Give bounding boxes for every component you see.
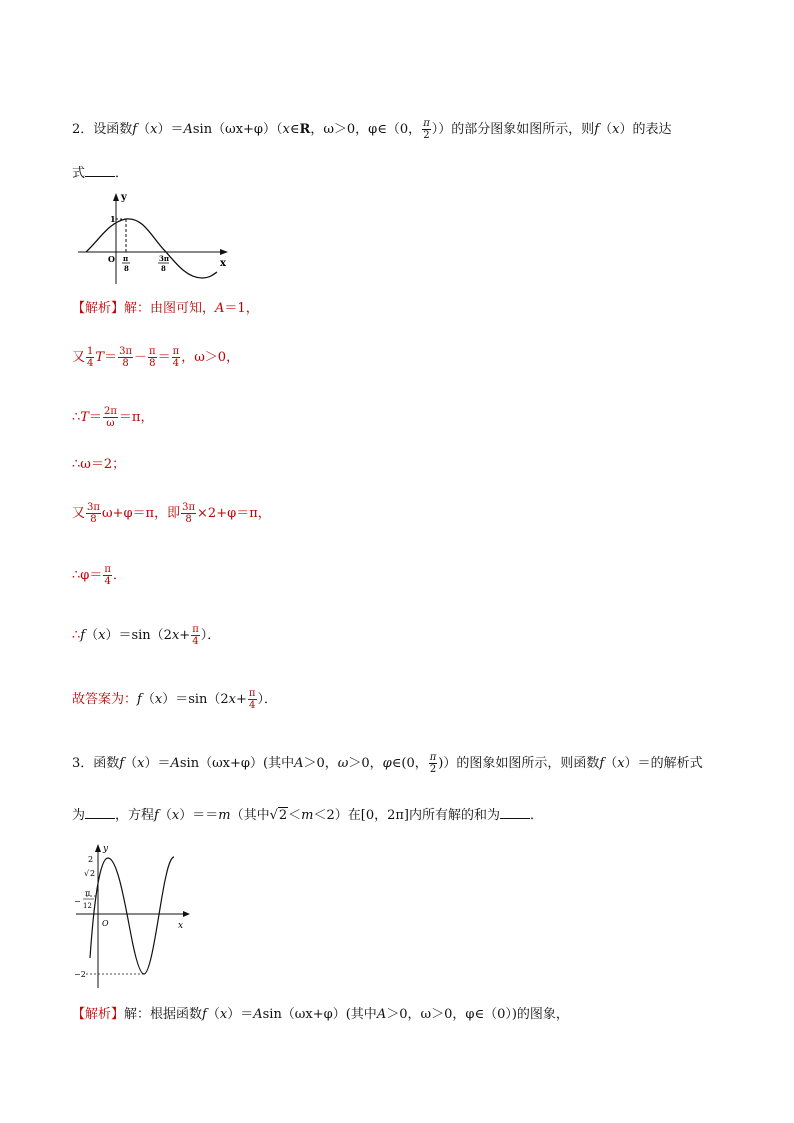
graph1-tick2-num: 3π xyxy=(159,254,169,263)
sol2-line5: 又 $\frac{3\pi}{8}$ ω+φ＝π，即 $\frac{3\pi}{8}$ ×2+φ＝π， xyxy=(72,502,271,525)
graph2-y-label: y xyxy=(103,844,109,854)
graph1-origin: O xyxy=(108,254,115,264)
graph2-neg-sign: − xyxy=(74,897,81,906)
q2-stem-line2: 式 ． xyxy=(72,166,129,181)
graph2-y-neg2: −2 xyxy=(74,970,86,979)
q3-stem-line1: 3．函数f（x）＝Asin（ωx+φ）(其中A＞0，ω＞0，φ∈(0， $\frac{\pi}{2}$ )）的图象如图所示，则函数f（x）＝的解析式 xyxy=(72,752,703,775)
graph2-origin: O xyxy=(102,919,109,928)
sol2-line3: ∴T＝ $\frac{2\pi}{\omega}$ ＝π， xyxy=(72,406,154,429)
sol2-line4: ∴ω＝2； xyxy=(72,457,126,472)
graph2-y-sqrt2: 2 xyxy=(90,869,96,878)
analysis-tag: 【解析】 xyxy=(72,301,125,316)
sol3-line1: 【解析】解：根据函数f（x）＝Asin（ωx+φ）(其中A＞0，ω＞0，φ∈（0）)的图象， xyxy=(72,1007,569,1022)
answer-blank-1 xyxy=(85,806,115,819)
graph1-tick2-den: 8 xyxy=(161,264,166,273)
q2-stem-line1: 2．设函数f（x）＝Asin（ωx+φ）（x∈R，ω＞0，φ∈（0， $\frac{\pi}{2}$ ））的部分图象如图所示，则f（x）的表达 xyxy=(72,118,672,141)
graph1-x-label: x xyxy=(220,258,226,269)
graph2-x-label: x xyxy=(178,921,184,931)
graph2-neg-pi-den: 12 xyxy=(83,902,92,910)
graph1-y-label: y xyxy=(121,192,127,203)
graph1-tick1-num: π xyxy=(123,254,129,263)
sol2-answer: 故答案为：f（x）＝sin（2x+ $\frac{\pi}{4}$ ）． xyxy=(72,688,278,711)
graph1-y-tick: 1 xyxy=(110,214,116,224)
graph2-y-2: 2 xyxy=(88,855,94,864)
sol2-line7: ∴f（x）＝sin（2x+ $\frac{\pi}{4}$ ）． xyxy=(72,624,221,647)
sol2-line1: 【解析】解：由图可知，A＝1， xyxy=(72,301,259,316)
graph2-neg-pi-num: π xyxy=(85,889,91,898)
graph1-tick1-den: 8 xyxy=(124,264,129,273)
svg-text:√: √ xyxy=(84,869,90,878)
q2-graph xyxy=(74,188,234,288)
sqrt-2: √2 xyxy=(269,808,288,823)
answer-blank-2 xyxy=(500,806,530,819)
q3-stem-line2: 为 ，方程f（x）＝＝m（其中√2＜m＜2）在[0，2π]内所有解的和为 ． xyxy=(72,808,544,823)
pi-over-2-fraction: $\frac{\pi}{2}$ xyxy=(423,118,430,141)
answer-blank xyxy=(85,164,115,177)
sol2-line2: 又 $\frac{1}{4}$ T＝ $\frac{3\pi}{8}$ － $\frac{\pi}{8}$ ＝ $\frac{\pi}{4}$ ，ω＞0， xyxy=(72,346,240,369)
analysis-tag-3: 【解析】 xyxy=(72,1007,125,1022)
q3-graph xyxy=(72,840,202,990)
sol2-line6: ∴φ＝ $\frac{\pi}{4}$ ． xyxy=(72,564,126,587)
